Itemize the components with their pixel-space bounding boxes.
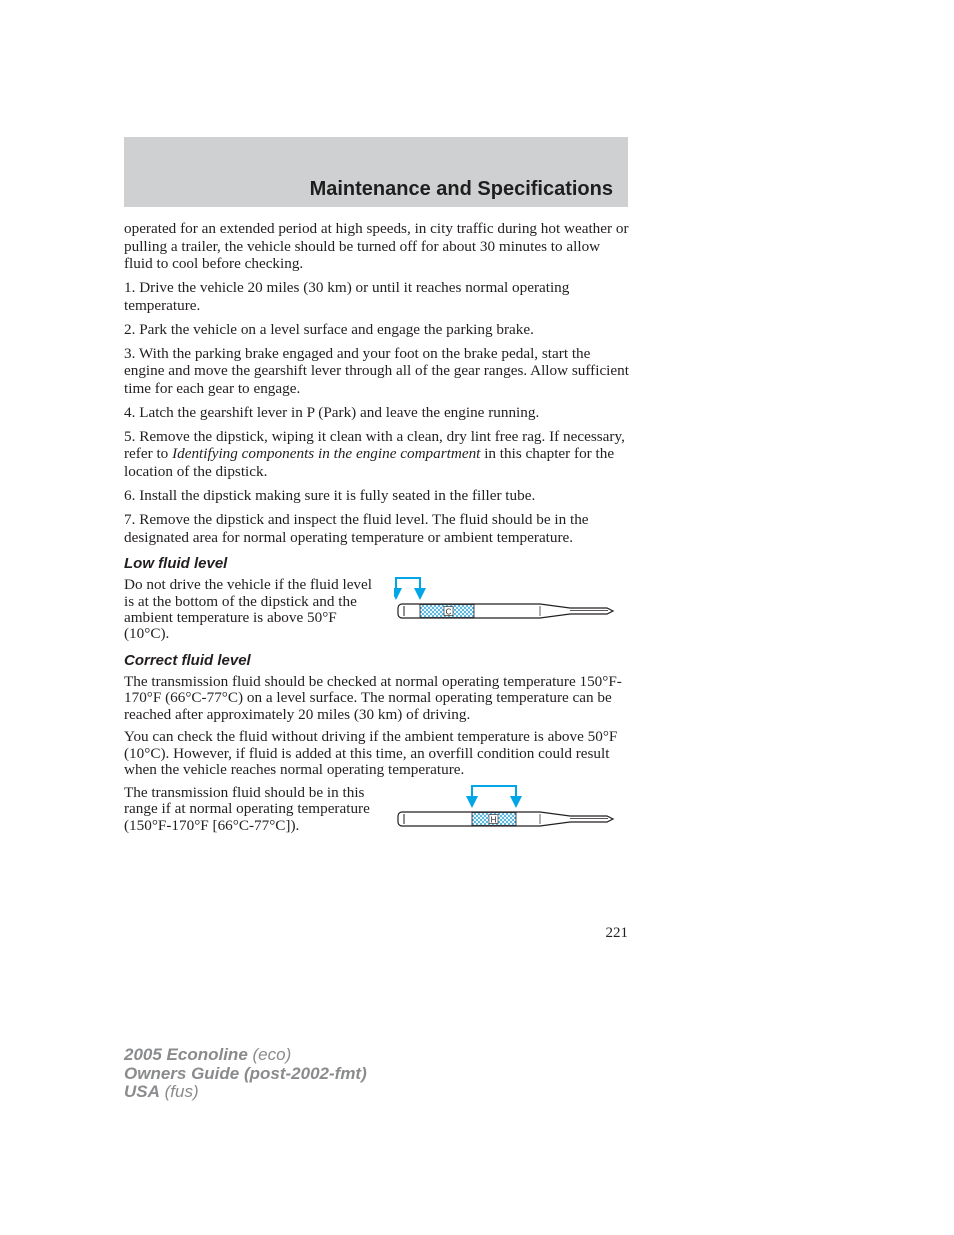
footer-region-line xyxy=(124,1083,367,1102)
step-5-text-end: in this chapter for the location of the dipstick. xyxy=(124,445,615,481)
step-3: 3. With the parking brake engaged and your foot on the brake pedal, start the engine and move the gearshift lever through all of the gear ranges. Allow sufficient time for each gear to engage. xyxy=(124,344,629,397)
hot-marker-label: H xyxy=(490,815,497,825)
footer-guide-line xyxy=(124,1065,367,1084)
footer-guide: Owners Guide (post-2002-fmt) xyxy=(124,1063,367,1083)
correct-fluid-heading: Correct fluid level xyxy=(124,651,251,669)
page-content xyxy=(124,220,630,834)
step-5-text: 5. Remove the dipstick, wiping it clean with a clean, dry lint free rag. If necessary, refer to xyxy=(124,427,625,463)
page-number: 221 xyxy=(605,925,628,941)
step-4: 4. Latch the gearshift lever in P (Park) and leave the engine running. xyxy=(124,403,540,421)
low-fluid-heading: Low fluid level xyxy=(124,555,228,573)
footer-model: 2005 Econoline xyxy=(124,1045,248,1064)
footer-region-code: (fus) xyxy=(164,1082,199,1101)
step-5-reference: Identifying components in the engine compartment xyxy=(172,445,481,463)
arrow-bracket-icon xyxy=(466,786,522,808)
low-level-dipstick-illustration xyxy=(394,577,616,625)
dipstick-icon xyxy=(398,604,613,618)
step-5 xyxy=(124,428,630,481)
correct-fluid-row xyxy=(124,785,630,834)
step-1: 1. Drive the vehicle 20 miles (30 km) or until it reaches normal operating temperature. xyxy=(124,279,570,314)
footer-region: USA xyxy=(124,1082,160,1101)
low-fluid-text: Do not drive the vehicle if the fluid level is at the bottom of the dipstick and the ambient temperature is above 50°F (10°C). xyxy=(124,576,372,643)
arrow-bracket-icon xyxy=(394,578,426,600)
correct-fluid-paragraph-2: You can check the fluid without driving if the ambient temperature is above 50°F (10°C). However, if fluid is added at this time, an overfill condition could result when the vehicle reaches normal operating temperature. xyxy=(124,728,618,779)
step-6: 6. Install the dipstick making sure it is fully seated in the filler tube. xyxy=(124,487,536,505)
footer-model-line xyxy=(124,1046,367,1065)
step-2: 2. Park the vehicle on a level surface and engage the parking brake. xyxy=(124,320,534,338)
footer-model-code: (eco) xyxy=(252,1045,292,1064)
intro-paragraph: operated for an extended period at high speeds, in city traffic during hot weather or pulling a trailer, the vehicle should be turned off for about 30 minutes to allow fluid to cool before checking. xyxy=(124,220,629,273)
section-title: Maintenance and Specifications xyxy=(309,178,613,200)
document-footer xyxy=(124,1046,367,1102)
correct-level-dipstick-illustration xyxy=(394,785,616,833)
step-7: 7. Remove the dipstick and inspect the fluid level. The fluid should be in the designated area for normal operating temperature or ambient temperature. xyxy=(124,511,589,546)
dipstick-icon xyxy=(398,812,613,826)
correct-fluid-text: The transmission fluid should be in this range if at normal operating temperature (150°F-170°F [66°C-77°C]). xyxy=(124,784,370,834)
section-header-band xyxy=(124,137,628,207)
low-fluid-row xyxy=(124,577,630,643)
cold-marker-label: C xyxy=(445,607,452,617)
correct-fluid-paragraph-1: The transmission fluid should be checked at normal operating temperature 150°F-170°F (66°C-77°C) on a level surface. The normal operating temperature can be reached after approximately 20 miles (30 km) of driving. xyxy=(124,672,622,723)
